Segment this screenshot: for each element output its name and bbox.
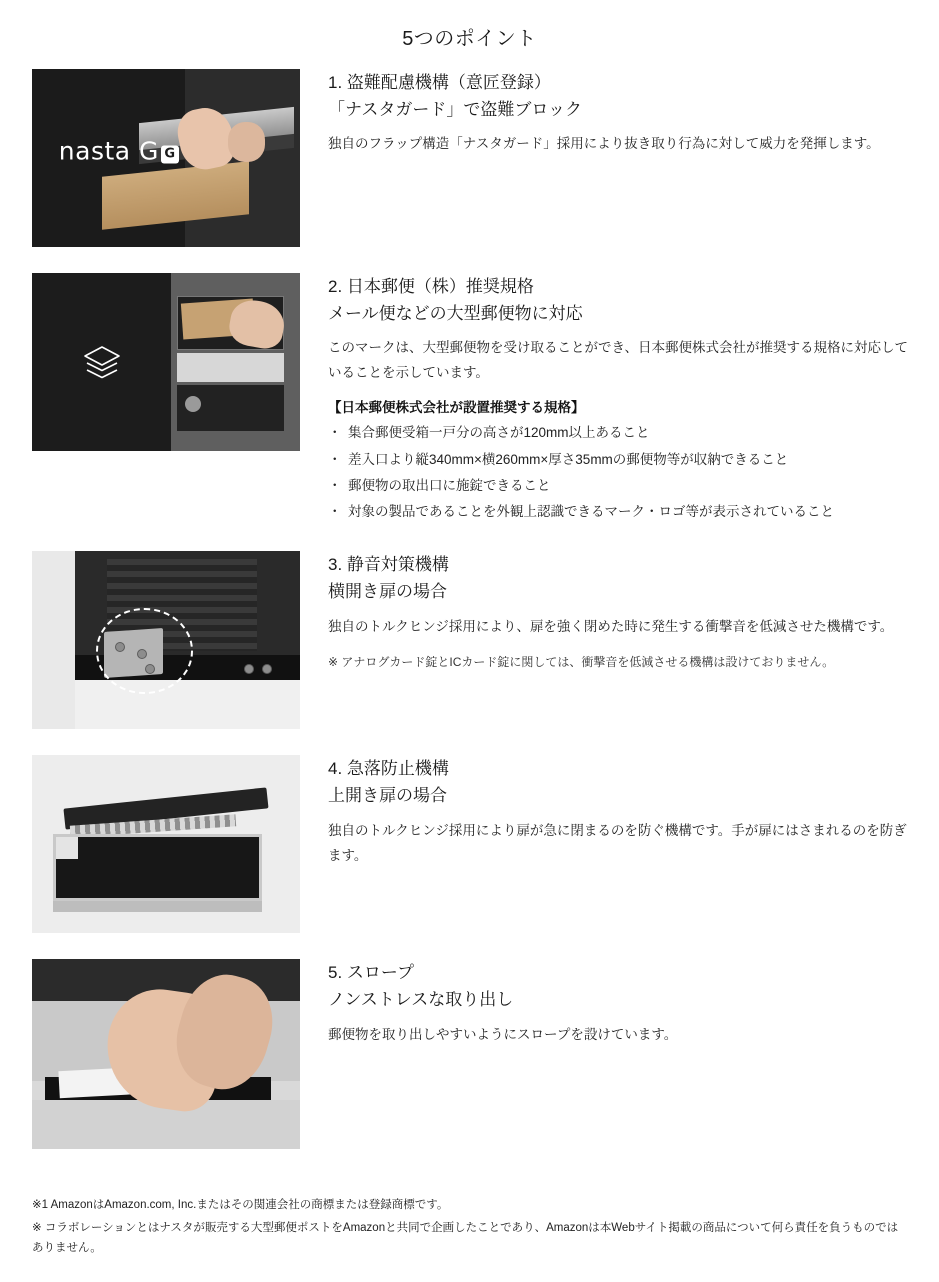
points-list: [0, 69, 939, 1149]
page-title: 5つのポイント: [402, 28, 537, 50]
layers-icon: [79, 339, 125, 385]
point-heading: 2. 日本郵便（株）推奨規格: [328, 277, 534, 296]
point-subheading: 上開き扉の場合: [328, 786, 447, 806]
spec-item: ・ 差入口より縦340mm×横260mm×厚さ35mmの郵便物等が収納できること: [328, 447, 913, 473]
nasta-logo-g-badge: G: [161, 145, 179, 163]
point-subheading: メール便などの大型郵便物に対応: [328, 303, 583, 323]
photo-base: [75, 680, 300, 730]
footnotes: [0, 1175, 939, 1281]
spec-item: ・ 対象の製品であることを外観上認識できるマーク・ロゴ等が表示されていること: [328, 499, 913, 525]
point-heading: 5. スロープ: [328, 963, 415, 983]
point-note: ※ アナログカード錠とICカード錠に関しては、衝撃音を低減させる機構は設けておりません。: [328, 654, 835, 669]
spec-title: 【日本郵便株式会社が設置推奨する規格】: [328, 400, 585, 416]
point-heading: 1. 盗難配慮機構（意匠登録）: [328, 73, 551, 92]
photo-hinge: [56, 837, 77, 858]
point-subheading: 横開き扉の場合: [328, 582, 447, 602]
point-body: [328, 551, 913, 673]
slope-takeout-photo: [32, 959, 300, 1149]
torque-hinge-closeup-photo: [32, 551, 300, 729]
point-description: 独自のフラップ構造「ナスタガード」採用により抜き取り行為に対して威力を発揮します。: [328, 136, 880, 152]
point-body: [328, 273, 913, 525]
photo-mailbox-mid: [177, 353, 284, 381]
photo-mailbox-body: [53, 834, 262, 902]
point-item: [32, 551, 913, 729]
footnote-amazon-trademark: ※1 AmazonはAmazon.com, Inc.またはその関連会社の商標または登録商標です。: [32, 1199, 449, 1212]
point-body: [328, 755, 913, 868]
japan-post-standard-photo: [32, 273, 300, 451]
point-description: 独自のトルクヒンジ採用により扉が急に閉まるのを防ぐ機構です。手が扉にはさまれるのを防ぎます。: [328, 822, 907, 863]
photo-base-strip: [53, 901, 262, 912]
photo-dial-lock: [185, 396, 201, 412]
point-description: 郵便物を取り出しやすいようにスロープを設けています。: [328, 1026, 678, 1042]
point-item: [32, 69, 913, 247]
footnote-collaboration: ※ コラボレーションとはナスタが販売する大型郵便ポストをAmazonと共同で企画したことであり、Amazonは本Webサイト掲載の商品について何ら責任を負うものではありません。: [32, 1221, 899, 1254]
photo-hand-secondary: [228, 122, 266, 161]
point-description: 独自のトルクヒンジ採用により、扉を強く閉めた時に発生する衝撃音を低減させた機構です。: [328, 618, 894, 634]
point-heading: 3. 静音対策機構: [328, 555, 449, 575]
point-description: このマークは、大型郵便物を受け取ることができ、日本郵便株式会社が推奨する規格に対応していることを示しています。: [328, 340, 908, 381]
point-body: [328, 959, 913, 1047]
nasta-logo-text: nasta G: [58, 136, 159, 166]
point-subheading: ノンストレスな取り出し: [328, 990, 514, 1010]
photo-bolt: [244, 664, 254, 674]
nasta-logo: [59, 136, 179, 165]
spec-item: ・ 集合郵便受箱一戸分の高さが120mm以上あること: [328, 420, 913, 446]
spec-item: ・ 郵便物の取出口に施錠できること: [328, 473, 913, 499]
nasta-guard-photo: [32, 69, 300, 247]
point-item: [32, 755, 913, 933]
point-item: [32, 959, 913, 1149]
point-subheading: 「ナスタガード」で盗難ブロック: [328, 99, 582, 119]
upward-door-photo: [32, 755, 300, 933]
spec-list: [328, 420, 913, 525]
point-heading: 4. 急落防止機構: [328, 759, 449, 779]
photo-highlight-circle: [96, 608, 192, 693]
point-body: [328, 69, 913, 157]
point-item: [32, 273, 913, 525]
